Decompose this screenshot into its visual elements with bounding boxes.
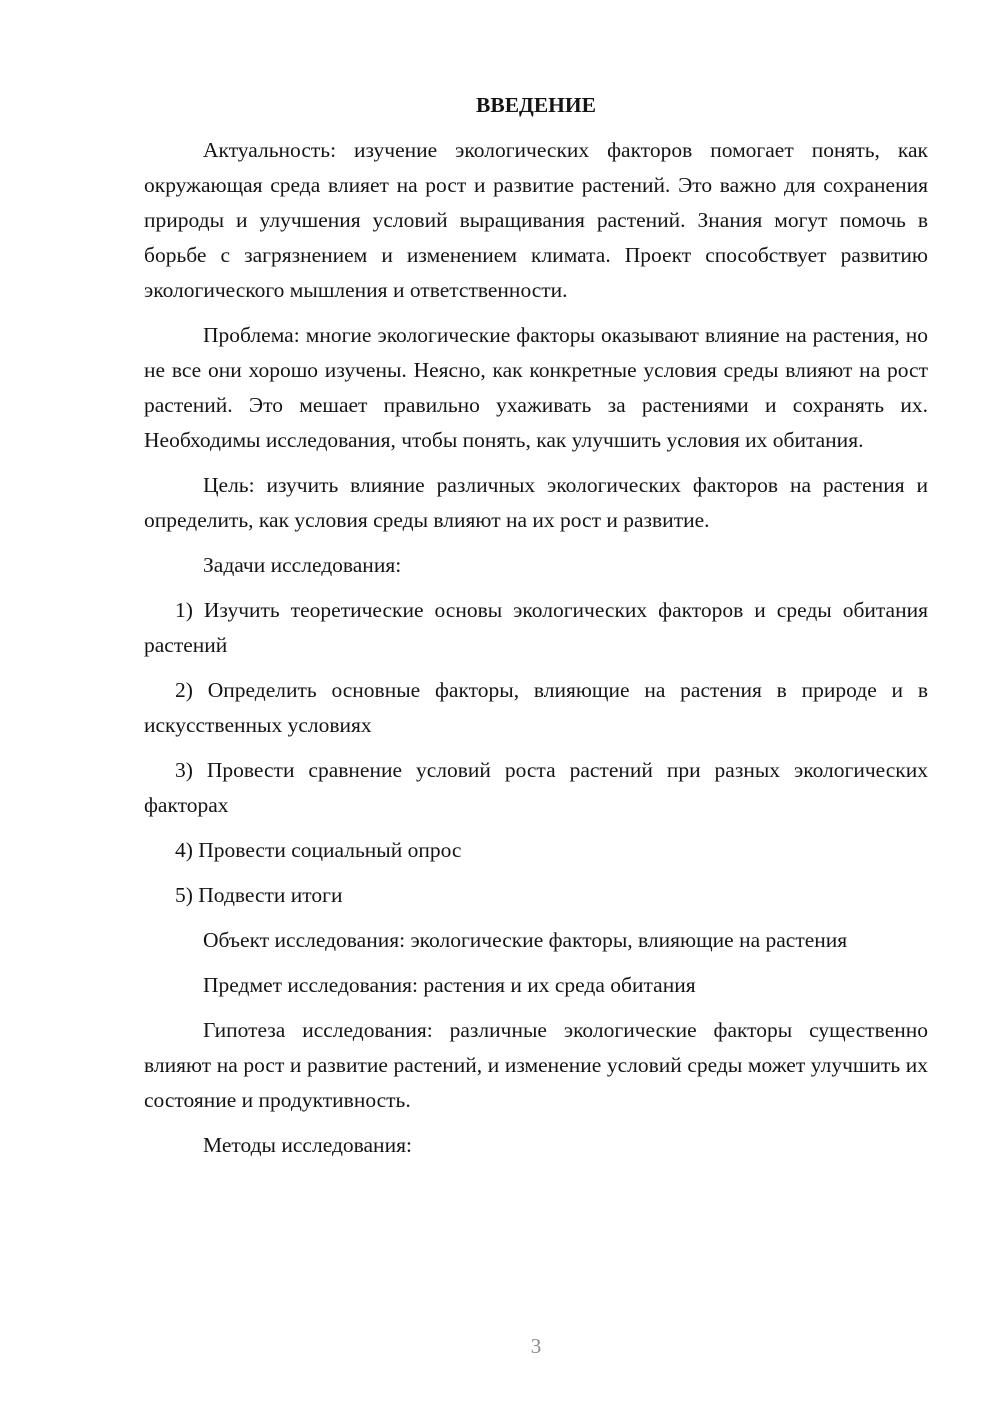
document-page (144, 88, 928, 1173)
task-item-3: 3) Провести сравнение условий роста растений при разных экологических факторах (144, 758, 928, 817)
tasks-heading: Задачи исследования: (203, 553, 402, 577)
paragraph-goal: Цель: изучить влияние различных экологических факторов на растения и определить, как условия среды влияют на их рост и развитие. (144, 473, 928, 532)
task-item-2: 2) Определить основные факторы, влияющие на растения в природе и в искусственных условиях (144, 678, 928, 737)
task-item-1: 1) Изучить теоретические основы экологических факторов и среды обитания растений (144, 598, 928, 657)
task-item-4: 4) Провести социальный опрос (175, 838, 462, 862)
paragraph-hypothesis: Гипотеза исследования: различные экологические факторы существенно влияют на рост и развитие растений, и изменение условий среды может улучшить их состояние и продуктивность. (144, 1018, 928, 1112)
task-item-5: 5) Подвести итоги (175, 883, 343, 907)
paragraph-object: Объект исследования: экологические факторы, влияющие на растения (203, 928, 848, 952)
page-number: 3 (530, 1334, 542, 1358)
paragraph-methods: Методы исследования: (203, 1133, 412, 1157)
section-title: ВВЕДЕНИЕ (476, 93, 596, 117)
paragraph-problem: Проблема: многие экологические факторы оказывают влияние на растения, но не все они хорошо изучены. Неясно, как конкретные условия среды влияют на рост растений. Это мешает правильно ухаживать за растениями и сохранять их. Необходимы исследования, чтобы понять, как улучшить условия их обитания. (144, 323, 928, 452)
paragraph-subject: Предмет исследования: растения и их среда обитания (203, 973, 696, 997)
paragraph-relevance: Актуальность: изучение экологических факторов помогает понять, как окружающая среда влияет на рост и развитие растений. Это важно для сохранения природы и улучшения условий выращивания растений. Знания могут помочь в борьбе с загрязнением и изменением климата. Проект способствует развитию экологического мышления и ответственности. (144, 138, 928, 302)
